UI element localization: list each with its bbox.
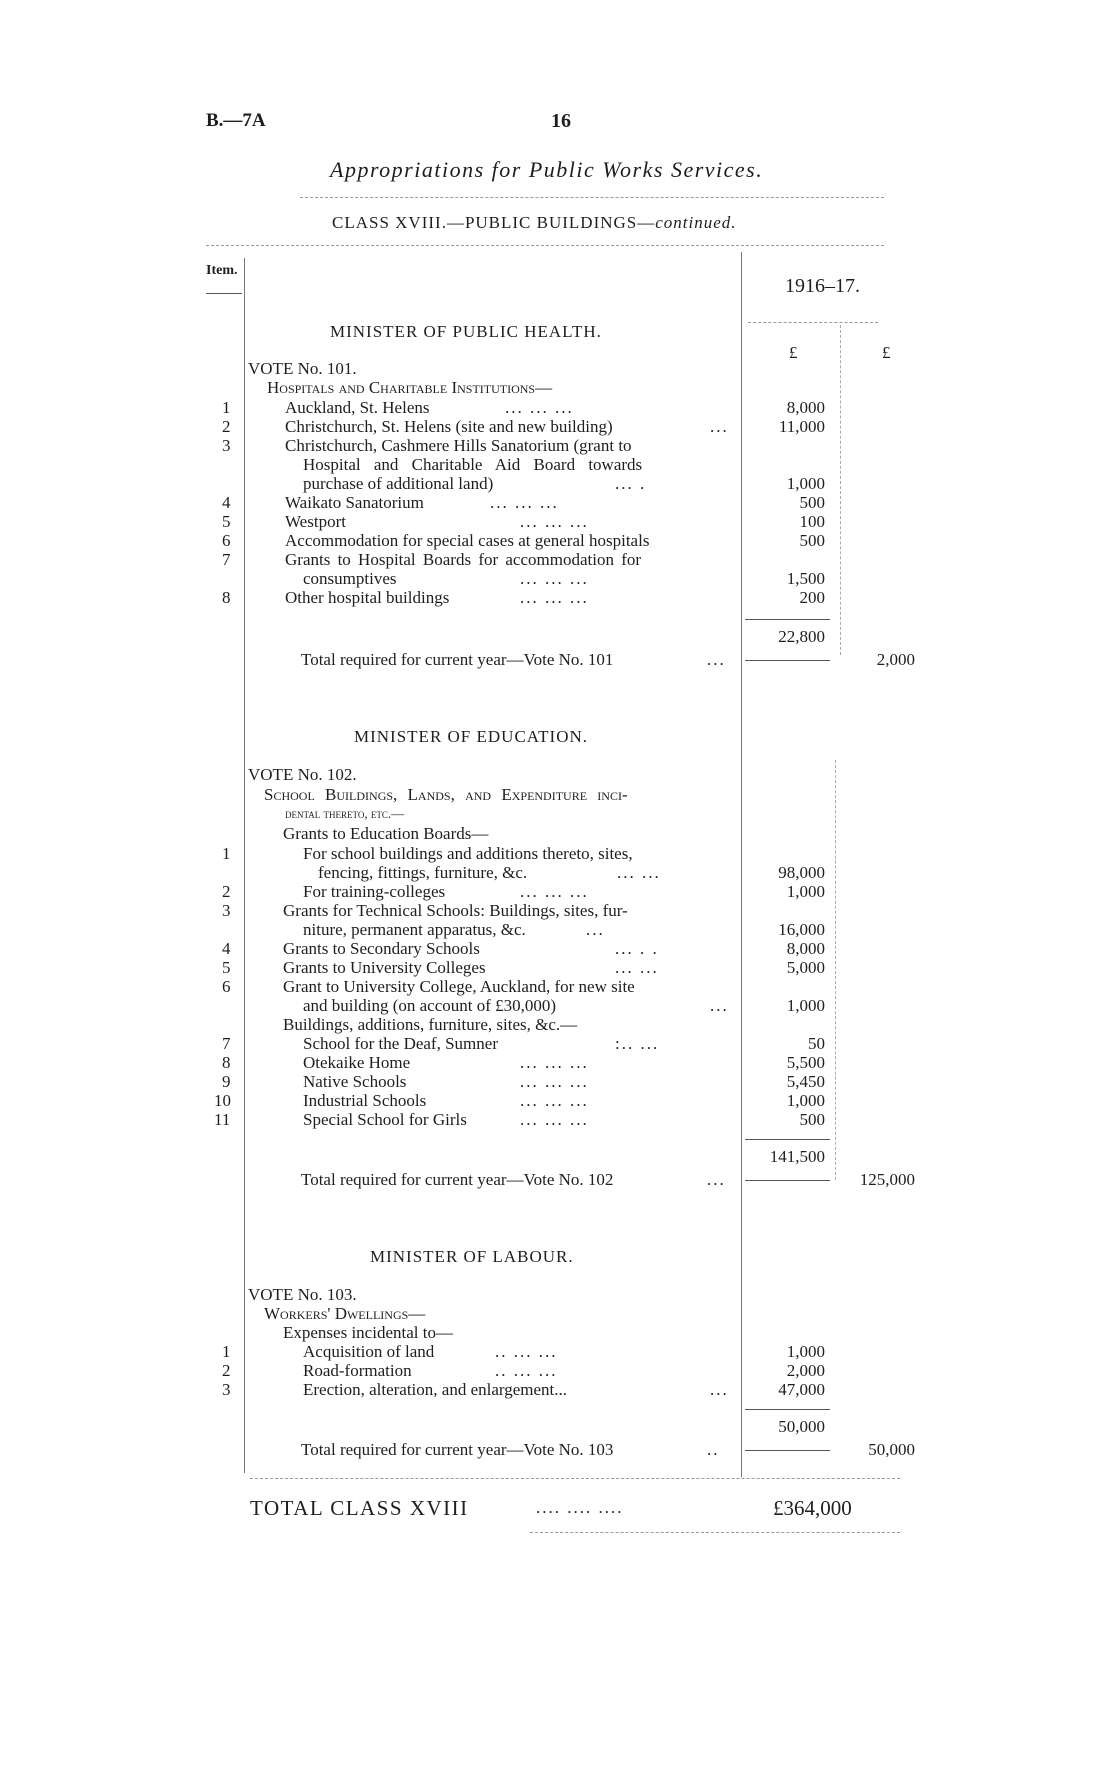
leader-dots: ... . [615,474,647,493]
item-amount: 5,500 [786,1053,825,1072]
vote-total-label: Total required for current year—Vote No. 101 [301,650,614,669]
page-number: 16 [551,110,571,132]
vote-heading: School Buildings, Lands, and Expenditure inci- [264,785,628,804]
year-rule [748,322,878,323]
page-title: Appropriations for Public Works Services. [330,157,764,182]
vote-heading-continued: dental thereto, etc.— [285,806,405,821]
item-number: 6 [222,531,231,550]
grand-total-rule-bottom [530,1532,900,1533]
leader-dots: ... ... ... [520,1072,589,1091]
vote-total: 2,000 [876,650,915,669]
item-text-continued: Hospital and Charitable Aid Board towards [303,455,643,474]
item-amount: 5,000 [786,958,825,977]
leader-dots: ... ... ... [520,569,589,588]
total-column-rule-2 [835,760,836,1180]
item-amount: 2,000 [786,1361,825,1380]
currency-symbol-total: £ [882,343,891,362]
vote-total-label: Total required for current year—Vote No. 102 [301,1170,614,1189]
total-rule [745,1450,830,1451]
item-text: Grants for Technical Schools: Buildings, sites, fur- [283,901,628,920]
leader-dots: :.. ... [615,1034,660,1053]
leader-dots: .. ... ... [495,1361,558,1380]
item-number: 2 [222,417,231,436]
leader-dots: ... ... ... [520,512,589,531]
item-number: 2 [222,1361,231,1380]
subtotal-rule [745,1139,830,1140]
leader-dots: ... ... ... [520,588,589,607]
item-text-continued: fencing, fittings, furniture, &c. [318,863,528,882]
item-amount: 50 [808,1034,825,1053]
subheading: Grants to Education Boards— [283,824,489,843]
item-amount: 8,000 [786,939,825,958]
item-number: 6 [222,977,231,996]
item-amount: 500 [799,1110,825,1129]
leader-dots: ... ... ... [520,882,589,901]
leader-dots: .... .... .... [536,1498,624,1517]
item-number: 5 [222,512,231,531]
item-header-rule [206,293,242,294]
leader-dots: ... ... ... [490,493,559,512]
item-number: 9 [222,1072,231,1091]
item-text-continued: niture, permanent apparatus, &c. [303,920,526,939]
vote-subtotal: 50,000 [778,1417,825,1436]
item-amount: 200 [799,588,825,607]
item-text-continued: consumptives [303,569,397,588]
vote-number: VOTE No. 101. [248,359,357,378]
item-text: Otekaike Home [303,1053,411,1072]
leader-dots: .. [707,1440,720,1459]
total-column-rule [840,325,841,655]
leader-dots: .. ... ... [495,1342,558,1361]
item-column-rule [244,258,245,1473]
item-number: 1 [222,1342,231,1361]
item-amount: 5,450 [786,1072,825,1091]
item-number: 3 [222,436,231,455]
item-text: Waikato Sanatorium [285,493,424,512]
item-number: 3 [222,901,231,920]
grand-total-rule-top [250,1478,900,1479]
item-text: For training-colleges [303,882,446,901]
leader-dots: ... [710,417,729,436]
item-number: 1 [222,398,231,417]
total-rule [745,1180,830,1181]
subtotal-rule [745,1409,830,1410]
item-number: 8 [222,1053,231,1072]
item-text: Grants to Hospital Boards for accommodation for [285,550,642,569]
item-text: Accommodation for special cases at general hospitals [285,531,650,550]
leader-dots: ... [710,1380,729,1399]
item-number: 11 [214,1110,231,1129]
item-amount: 100 [799,512,825,531]
minister-heading: MINISTER OF PUBLIC HEALTH. [330,322,602,341]
vote-total: 50,000 [868,1440,915,1459]
item-number: 7 [222,1034,231,1053]
class-title-main: CLASS XVIII.—PUBLIC BUILDINGS— [332,213,656,232]
item-text: School for the Deaf, Sumner [303,1034,498,1053]
amount-column-rule [741,252,742,1477]
total-rule [745,660,830,661]
item-number: 4 [222,939,231,958]
item-number: 2 [222,882,231,901]
grand-total-label: TOTAL CLASS XVIII [250,1496,469,1520]
item-text: Erection, alteration, and enlargement... [303,1380,568,1399]
currency-symbol-amount: £ [789,343,798,362]
leader-dots: ... ... ... [520,1110,589,1129]
vote-subtotal: 22,800 [778,627,825,646]
leader-dots: ... ... ... [505,398,574,417]
item-amount: 11,000 [778,417,825,436]
item-text: Industrial Schools [303,1091,427,1110]
item-amount: 1,500 [786,569,825,588]
item-text: Christchurch, St. Helens (site and new building) [285,417,613,436]
item-number: 10 [214,1091,231,1110]
item-text: For school buildings and additions thereto, sites, [303,844,633,863]
leader-dots: ... ... [615,958,659,977]
title-rule [300,197,884,198]
item-amount: 1,000 [786,882,825,901]
item-number: 7 [222,550,231,569]
grand-total-value: £364,000 [773,1496,852,1520]
leader-dots: ... [707,650,726,669]
item-text: Other hospital buildings [285,588,450,607]
year-header: 1916–17. [785,275,860,297]
item-amount: 1,000 [786,474,825,493]
subtotal-rule [745,619,830,620]
vote-total-label: Total required for current year—Vote No. 103 [301,1440,614,1459]
item-text-continued: purchase of additional land) [303,474,494,493]
item-number: 8 [222,588,231,607]
header-rule [206,245,884,246]
item-amount: 16,000 [778,920,825,939]
item-amount: 8,000 [786,398,825,417]
vote-subtotal: 141,500 [769,1147,825,1166]
item-text-continued: and building (on account of £30,000) [303,996,557,1015]
subheading: Buildings, additions, furniture, sites, &c.— [283,1015,578,1034]
leader-dots: ... ... ... [520,1053,589,1072]
subheading: Expenses incidental to— [283,1323,453,1342]
vote-heading: Workers' Dwellings— [264,1304,426,1323]
leader-dots: ... [707,1170,726,1189]
leader-dots: ... [586,920,605,939]
item-amount: 500 [799,531,825,550]
item-text: Road-formation [303,1361,412,1380]
item-amount: 1,000 [786,1091,825,1110]
item-text: Acquisition of land [303,1342,435,1361]
item-number: 4 [222,493,231,512]
vote-total: 125,000 [859,1170,915,1189]
item-text: Westport [285,512,346,531]
item-text: Grant to University College, Auckland, for new site [283,977,635,996]
leader-dots: ... ... ... [520,1091,589,1110]
document-code: B.—7A [206,110,266,131]
item-column-header: Item. [206,263,238,278]
item-amount: 1,000 [786,1342,825,1361]
leader-dots: ... ... [617,863,661,882]
item-text: Native Schools [303,1072,407,1091]
item-amount: 98,000 [778,863,825,882]
item-text: Grants to Secondary Schools [283,939,480,958]
vote-number: VOTE No. 103. [248,1285,357,1304]
item-text: Auckland, St. Helens [285,398,430,417]
item-amount: 500 [799,493,825,512]
minister-heading: MINISTER OF EDUCATION. [354,727,589,746]
item-amount: 1,000 [786,996,825,1015]
item-text: Grants to University Colleges [283,958,486,977]
leader-dots: ... [710,996,729,1015]
item-number: 5 [222,958,231,977]
class-title-suffix: continued. [655,213,737,232]
item-number: 3 [222,1380,231,1399]
class-title [332,213,737,233]
item-number: 1 [222,844,231,863]
item-text: Christchurch, Cashmere Hills Sanatorium (grant to [285,436,632,455]
item-amount: 47,000 [778,1380,825,1399]
item-text: Special School for Girls [303,1110,467,1129]
minister-heading: MINISTER OF LABOUR. [370,1247,574,1266]
leader-dots: ... . . [615,939,659,958]
vote-heading: Hospitals and Charitable Institutions— [267,378,553,397]
vote-number: VOTE No. 102. [248,765,357,784]
